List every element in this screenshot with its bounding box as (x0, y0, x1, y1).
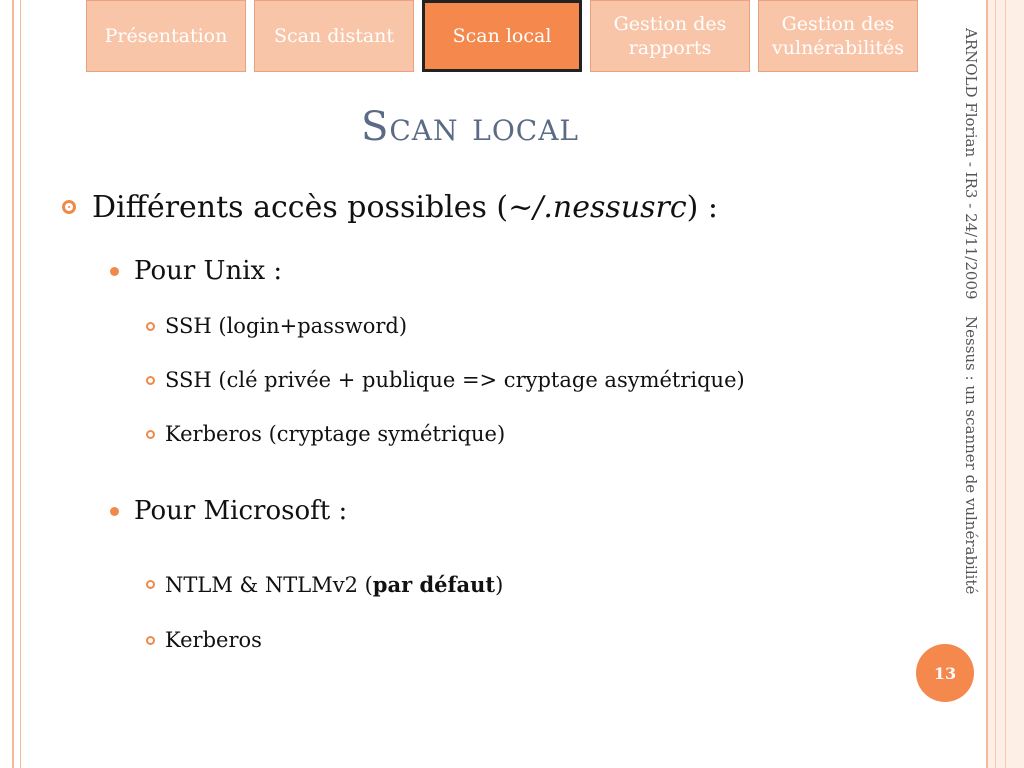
unix-item-3: Kerberos (cryptage symétrique) (165, 422, 506, 446)
unix-label: Pour Unix : (134, 256, 283, 286)
footer-title: Nessus : un scanner de vulnérabilité (962, 315, 980, 594)
bullet-ring-small-icon (146, 580, 155, 589)
right-margin-strip (988, 0, 1024, 768)
page-number-badge: 13 (916, 644, 974, 702)
bullet-main-suffix: ) : (686, 190, 719, 225)
list-item (165, 422, 505, 446)
ntlm-prefix: NTLM & NTLMv2 ( (165, 573, 373, 597)
bullet-ring-small-icon (146, 636, 155, 645)
list-item (165, 314, 407, 338)
right-margin-line-2 (995, 0, 996, 768)
ntlm-default: par défaut (372, 572, 496, 597)
ntlm-suffix: ) (495, 573, 504, 597)
right-margin-line-3 (1005, 0, 1006, 768)
slide-title: Scan local (360, 104, 580, 150)
bullet-main (92, 190, 718, 225)
bullet-dot-icon (110, 507, 119, 516)
navigation-tabs (86, 0, 918, 72)
bullet-microsoft (134, 496, 347, 526)
unix-item-1: SSH (login+password) (165, 314, 408, 338)
list-item (165, 572, 503, 597)
bullet-ring-small-icon (146, 430, 155, 439)
bullet-main-text: Différents accès possibles ( (92, 190, 509, 225)
tab-scan-distant[interactable]: Scan distant (254, 0, 414, 72)
bullet-dot-icon (110, 267, 119, 276)
bullet-ring-icon (62, 200, 76, 214)
list-item (165, 628, 262, 652)
side-footer (952, 28, 980, 628)
tab-scan-local[interactable]: Scan local (422, 0, 582, 72)
footer-author: ARNOLD Florian - IR3 - 24/11/2009 (962, 28, 980, 300)
list-item (165, 368, 745, 392)
bullet-ring-small-icon (146, 322, 155, 331)
tab-gestion-rapports[interactable]: Gestion des rapports (590, 0, 750, 72)
right-margin-line (986, 0, 988, 768)
nessusrc-path: ~/.nessusrc (508, 190, 687, 225)
microsoft-label: Pour Microsoft : (134, 496, 348, 526)
tab-gestion-vulnerabilites[interactable]: Gestion des vulnérabilités (758, 0, 918, 72)
bullet-ring-small-icon (146, 376, 155, 385)
tab-presentation[interactable]: Présentation (86, 0, 246, 72)
bullet-unix (134, 256, 282, 286)
microsoft-kerberos: Kerberos (165, 628, 262, 652)
unix-item-2: SSH (clé privée + publique => cryptage asymétrique) (165, 368, 745, 392)
